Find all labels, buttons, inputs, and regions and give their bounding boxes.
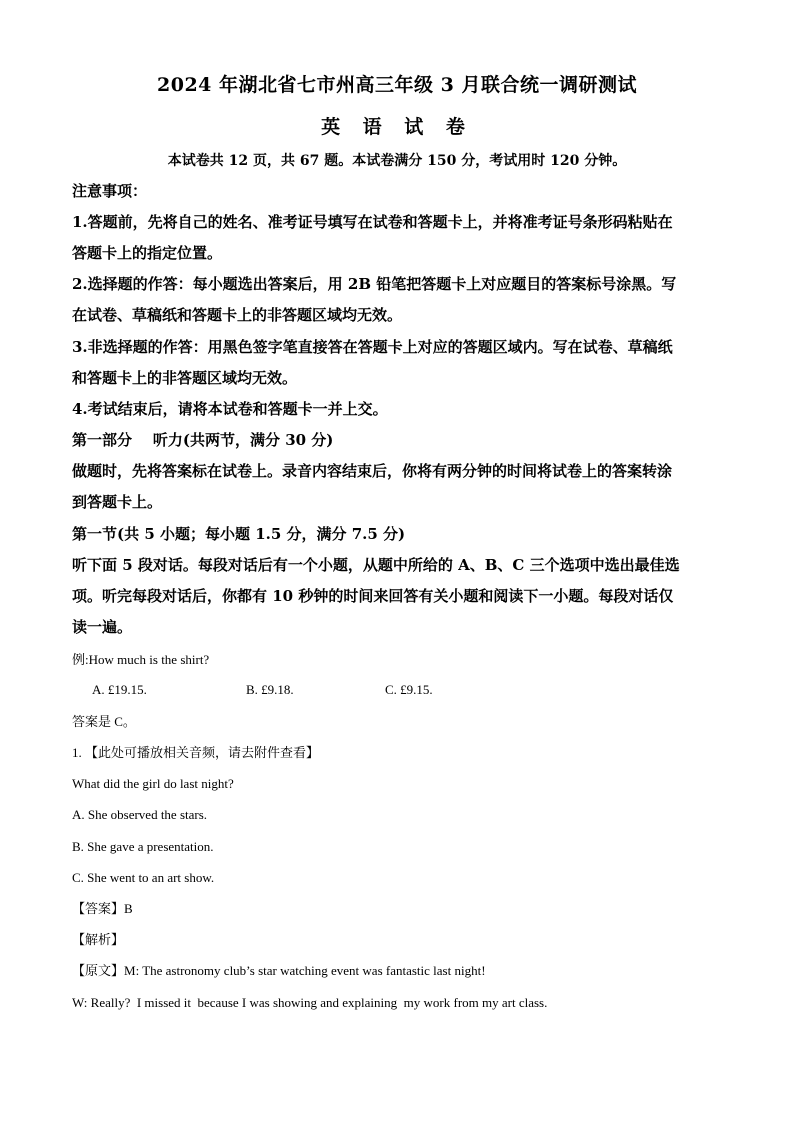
note-2-line-2: 在试卷、草稿纸和答题卡上的非答题区域均无效。 [72, 306, 403, 324]
page-subtitle: 英 语 试 卷 [321, 116, 473, 138]
question-1-option-b: B. She gave a presentation. [72, 839, 214, 854]
part1-intro-line-2: 到答题卡上。 [72, 493, 163, 511]
question-1-label: 1. 【此处可播放相关音频，请去附件查看】 [72, 745, 320, 760]
answer-tag: 【答案】 [72, 901, 125, 916]
transcript-m-text: M: The astronomy club’s star watching event was fantastic last night! [124, 963, 486, 978]
transcript-tag: 【原文】 [72, 963, 125, 978]
answer-value: B [124, 901, 133, 916]
question-1-option-c: C. She went to an art show. [72, 870, 215, 885]
transcript-w: W: Really? I missed it because I was showing and explaining my work from my art class. [72, 995, 548, 1010]
part1-heading: 第一部分 听力(共两节，满分 30 分) [72, 431, 334, 449]
example-answer: 答案是 C。 [72, 714, 136, 729]
section1-instr-line-2: 项。听完每段对话后，你都有 10 秒钟的时间来回答有关小题和阅读下一小题。每段对话仅 [72, 587, 674, 605]
example-option-b: B. £9.18. [246, 682, 294, 697]
question-1-option-a: A. She observed the stars. [72, 807, 208, 822]
note-1-line-2: 答题卡上的指定位置。 [72, 244, 223, 262]
note-3-line-1: 3.非选择题的作答：用黑色签字笔直接答在答题卡上对应的答题区域内。写在试卷、草稿纸 [72, 338, 673, 356]
section1-instr-line-3: 读一遍。 [72, 618, 133, 636]
part1-intro-line-1: 做题时，先将答案标在试卷上。录音内容结束后，你将有两分钟的时间将试卷上的答案转涂 [72, 462, 673, 480]
note-2-line-1: 2.选择题的作答：每小题选出答案后，用 2B 铅笔把答题卡上对应题目的答案标号涂黑。写 [72, 275, 677, 293]
question-1-text: What did the girl do last night? [72, 776, 234, 791]
example-option-a: A. £19.15. [92, 682, 147, 697]
note-1-line-1: 1.答题前，先将自己的姓名、准考证号填写在试卷和答题卡上，并将准考证号条形码粘贴在 [72, 213, 673, 231]
section1-instr-line-1: 听下面 5 段对话。每段对话后有一个小题，从题中所给的 A、B、C 三个选项中选出最佳选 [72, 556, 680, 574]
transcript-m [72, 962, 722, 980]
example-option-c: C. £9.15. [385, 682, 433, 697]
exam-info: 本试卷共 12 页，共 67 题。本试卷满分 150 分，考试用时 120 分钟。 [167, 153, 627, 169]
note-3-line-2: 和答题卡上的非答题区域均无效。 [72, 369, 298, 387]
section1-heading: 第一节(共 5 小题；每小题 1.5 分，满分 7.5 分) [72, 525, 406, 543]
question-1-answer [72, 900, 722, 918]
notes-heading: 注意事项： [72, 182, 148, 200]
analysis-tag: 【解析】 [72, 932, 125, 947]
example-question: 例:How much is the shirt? [72, 652, 210, 667]
note-4: 4.考试结束后，请将本试卷和答题卡一并上交。 [72, 400, 388, 418]
page-title: 2024 年湖北省七市州高三年级 3 月联合统一调研测试 [157, 74, 637, 96]
